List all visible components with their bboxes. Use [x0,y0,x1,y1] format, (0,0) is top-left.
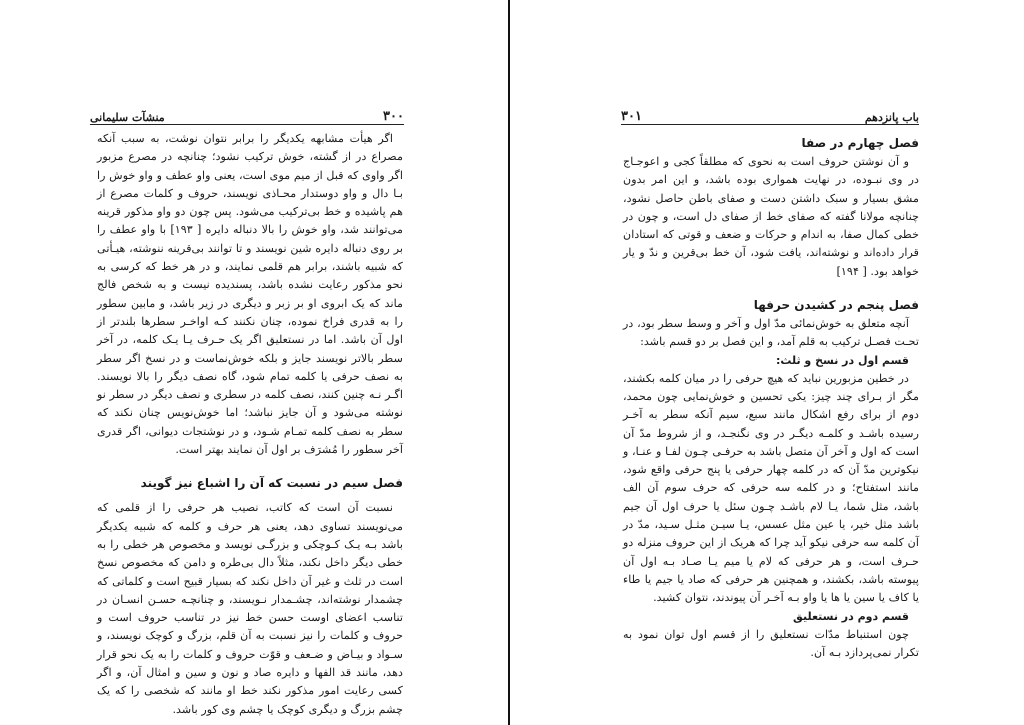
right-paragraph-2: آنچه متعلق به خوش‌نمائی مدّ اول و آخر و وسط سطر بود، در تحـت فصـل ترکیب به قلم آمد، و این فصل بر دو قسم باشد: [623,317,919,349]
right-subheading-2: قسم دوم در نستعلیق [793,609,909,623]
right-subheading-1: قسم اول در نسخ و ثلث: [775,353,909,367]
left-page [0,0,500,725]
right-running-title: باب پانزدهم [864,111,919,124]
right-section-heading-1: فصل چهارم در صفا [801,136,919,150]
left-running-title: منشآت سلیمانی [90,111,165,124]
left-body-text [97,130,403,719]
left-paragraph-1: اگر هیأت مشابهه یکدیگر را برابر نتوان نوشت، به سبب آنکه مصراع در از گشته، خوش ترکیب نشود؛ چنانچه در مصرع مزبور اگر واوی که قبل از میم موی است، یعنی واو عطف و واو خوش را بـا دال و واو دوستدار محـاذی نویسند، حروف و کلمات مصرع از هم پاشیده و خط بی‌ترکیب می‌شود. پس چون دو واو مذکور قرینه می‌توانند شد، واو خوش را بالا دنباله دایره [ ۱۹۳] با واو عطف را بر روی دنباله دایره شین نویسند و تا توانند بی‌قرینه ننوشته، هیـأتی که شبیه باشند، برابر هم قلمی نمایند، و در هر خط که کرسی به نحو مذکور رعایت نشده باشد، پسندیده نیست و به شخص فالج ماند که یک ابروی او بر زبر و دیگری در زیر باشد، و مابین سطور را به قدری فراخ نموده، چنان نکنند کـه اواخـر سطرها بلندتر از اول آن باشد. اما در نستعلیق اگر یک حـرف یـا یـک کلمه، در آخر سطر بالاتر نویسند جایز و بلکه خوش‌نماست و در نسخ اگر سطر به نصف حرفی یا کلمه تمام شود، گاه نصف دیگر را بالا نویسند. اگـر نـه چنین کنند، نصف کلمه در سطری و نصف دیگر در سطر نو نوشته می‌شود و آن جایز نباشد؛ اما خوش‌نویس چنان نکند که سطر به نصف کلمه تمـام شـود، و در نوشتجات دیوانی، اگر قدری آخر سطور را مُشرَف بر اول آن نمایند بهتر است. [97,132,403,457]
left-running-head [90,106,404,125]
right-paragraph-1: و آن نوشتن حروف است به نحوی که مطلقاً کجی و اعوجـاج در وی نبـوده، در نهایت همواری بوده باشد، و این امر بدون مشق بسیار و سبک داشتن دست و صفای باطن حاصل نشود، چنانچه مولانا گفته که صفای خط از صفای دل است، و چون در خطی کمال صفا، به اندام و حرکات و ضعف و قوتی که استادان قرار داده‌اند و نوشته‌اند، یافت شود، آن خط بی‌قرین و ندّ و یار خواهد بود. [ ۱۹۴] [623,155,919,278]
left-paragraph-2: نسبت آن است که کاتب، نصیب هر حرفی را از قلمی که می‌نویسند تساوی دهد، یعنی هر حرف و کلمه که شبیه یکدیگر باشد بـه یـک کـوچکی و بزرگـی نویسد و مخصوص هر خطی را به خطی دیگر داخل نکند، مثلاً دال بی‌طره و دامن که مخصوص نسخ است در ثلث و غیر آن داخل نکند که بسیار قبیح است و کلماتی که چشمدار نوشته‌اند، چشـمدار نـویسند، و چنانچـه حسـن انسـان در تناسب اعضای اوست حسن خط نیز در تناسب حروف است و حروف و کلمات را نیز نسبت به آن قلم، بزرگ و کوچک نویسند، و سـواد و بیـاض و ضـعف و قوّت حروف و کلمات را به یک نحو قرار دهد، مانند قد الفها و دایره صاد و نون و سین و امثال آن، و اگر کسی رعایت امور مذکور نکند خط او مانند که شخصی را که یک چشم بزرگ و دیگری کوچک یا چشم وی کور باشد. [97,501,403,716]
right-section-heading-2: فصل پنجم در کشیدن حرفها [753,298,919,313]
left-page-number: ۳۰۰ [383,109,404,124]
right-page [512,0,1024,725]
right-paragraph-3: در خطین مزبورین نباید که هیچ حرفی را در میان کلمه بکشند، مگر از بـرای چند چیز: یکی تحسین و خوش‌نمایی چون محمد، دوم از برای رفع اشکال مانند سبع، سیم آنکه سطر به آخـر رسیده باشـد و کلمـه دیگـر در وی نگنجـد، و از شروط مدّ آن است که اول و آخر آن متصل باشد به حرفـی چـون لفـا و عنـا، و نیکوترین مدّ آن که در کلمه چهار حرفی یا پنج حرفی واقع شود، مانند استفتاح؛ و در کلمه سه حرفی که حرف سوم آن الف باشد، مثل شما، یـا لام باشـد چـون سئل یا حرف اول آن جیم باشد مثل خیر، یا عین مثل عسس، یـا سیـن مثـل سـید، مدّ در آن کلمه سه حرفی نیکو آید چرا که هریک از این حروف منزله دو حـرف است، و هر حرفی که لام یا میم یـا صـاد بـه اول آن پیوسته باشد، بکشند، و همچنین هر حرفی که صاد یا جیم یا طاء یا کاف یا سین یا ها یا واو بـه آخـر آن پیوندند، نتوان کشید. [623,371,919,605]
right-body-text [623,133,919,662]
page-gutter [508,0,510,725]
right-page-number: ۳۰۱ [621,109,642,124]
left-section-heading: فصل سیم در نسبت که آن را اشباع نیز گویند [140,476,403,491]
right-paragraph-4: چون استنباط مدّات نستعلیق را از قسم اول توان نمود به تکرار نمی‌پردازد بـه آن. [623,627,919,659]
right-running-head [621,106,919,125]
